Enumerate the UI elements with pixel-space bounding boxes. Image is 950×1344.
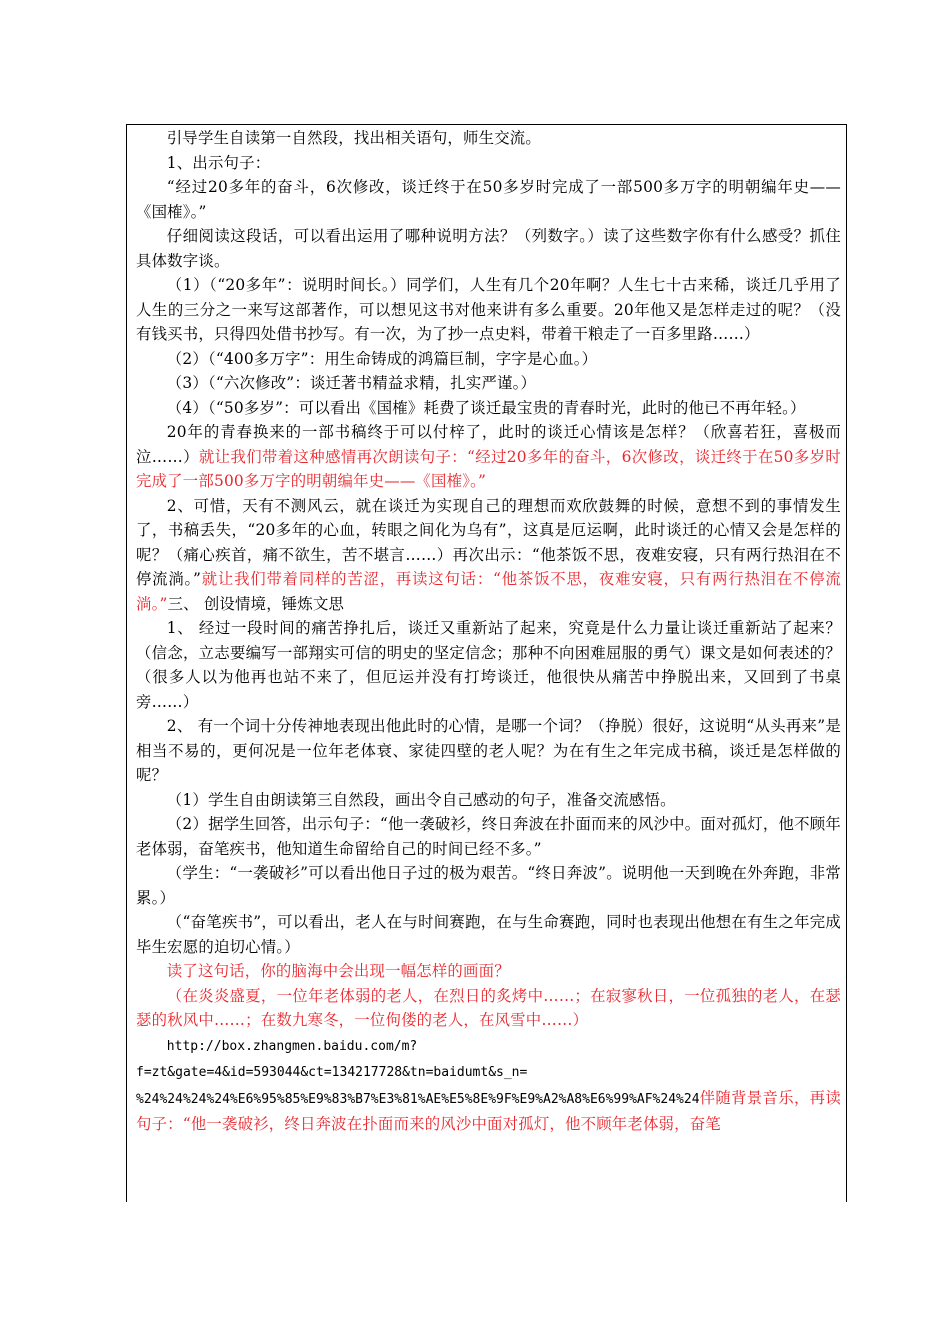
step-2-read-aloud: 就让我们带着同样的苦涩，再读这句话：“他茶饭不思，夜难安寝，只有两行热泪在不停流淌。” bbox=[136, 570, 841, 613]
emotion-read-aloud: 就让我们带着这种感情再次朗读句子：“经过20多年的奋斗，6次修改，谈迁终于在50多岁时完成了一部500多万字的明朝编年史——《国榷》。” bbox=[136, 447, 841, 490]
paragraph-point-4: （4）（“50多岁”：可以看出《国榷》耗费了谈迁最宝贵的青春时光，此时的他已不再年轻。） bbox=[166, 398, 806, 417]
paragraph-sub-1: （1）学生自由朗读第三自然段，画出令自己感动的句子，准备交流感悟。 bbox=[166, 790, 676, 809]
paragraph-step-1: 1、出示句子： bbox=[166, 153, 271, 172]
paragraph-question: 仔细阅读这段话，可以看出运用了哪种说明方法？（列数字。）读了这些数字你有什么感受？抓住具体数字谈。 bbox=[136, 227, 841, 270]
music-link-part-3[interactable]: %24%24%24%24%E6%95%85%E9%83%B7%E3%81%AE%E5%8E%9F%E9%A2%A8%E6%99%AF%24%24 bbox=[136, 1091, 700, 1107]
paragraph-point-1: （1）（“20多年”：说明时间长。）同学们，人生有几个20年啊？人生七十古来稀，谈迁几乎用了人生的三分之一来写这部著作，可以想见这书对他来讲有多么重要。20年他又是怎样走过的呢？（没有钱买书，只得四处借书抄写。有一次，为了抄一点史料，带着干粮走了一百多里路……） bbox=[136, 276, 841, 343]
url-line-3 bbox=[136, 1086, 841, 1137]
lesson-plan-text bbox=[136, 126, 841, 1137]
paragraph-background-music: 伴随背景音乐，再读句子：“他一袭破衫，终日奔波在扑面而来的风沙中面对孤灯，他不顾年老体弱，奋笔 bbox=[136, 1088, 841, 1133]
music-link-part-1[interactable]: http://box.zhangmen.baidu.com/m? bbox=[166, 1038, 418, 1054]
paragraph-emotion bbox=[136, 420, 841, 494]
quote-sentence: “经过20多年的奋斗，6次修改，谈迁终于在50多岁时完成了一部500多万字的明朝编年史——《国榷》。” bbox=[136, 178, 841, 221]
paragraph-sub-2: （2）据学生回答，出示句子：“他一袭破衫，终日奔波在扑面而来的风沙中。面对孤灯，他不顾年老体弱，奋笔疾书，他知道生命留给自己的时间已经不多。” bbox=[136, 815, 841, 858]
paragraph-section-3-2: 2、 有一个词十分传神地表现出他此时的心情，是哪一个词？（挣脱）很好，这说明“从头再来”是相当不易的，更何况是一位年老体衰、家徒四壁的老人呢？为在有生之年完成书稿，谈迁是怎样做的呢？ bbox=[136, 717, 841, 784]
paragraph-imagine-scenes: （在炎炎盛夏，一位年老体弱的老人，在烈日的炙烤中……；在寂寥秋日，一位孤独的老人，在瑟瑟的秋风中……；在数九寒冬，一位佝偻的老人，在风雪中……） bbox=[136, 986, 841, 1029]
section-3-heading: 三、 创设情境，锤炼文思 bbox=[167, 594, 345, 613]
paragraph-analysis: （“奋笔疾书”，可以看出，老人在与时间赛跑，在与生命赛跑，同时也表现出他想在有生之年完成毕生宏愿的迫切心情。） bbox=[136, 913, 841, 956]
paragraph-section-3-1: 1、 经过一段时间的痛苦挣扎后，谈迁又重新站了起来，究竟是什么力量让谈迁重新站了起来？（信念，立志要编写一部翔实可信的明史的坚定信念；那种不向困难屈服的勇气）课文是如何表述的？（很多人以为他再也站不来了，但厄运并没有打垮谈迁，他很快从痛苦中挣脱出来，又回到了书桌旁……） bbox=[136, 619, 841, 711]
url-line-2 bbox=[136, 1059, 841, 1086]
paragraph-point-3: （3）（“六次修改”：谈迁著书精益求精，扎实严谨。） bbox=[166, 374, 537, 392]
paragraph-point-2: （2）（“400多万字”：用生命铸成的鸿篇巨制，字字是心血。） bbox=[166, 349, 598, 368]
paragraph-student-answer: （学生：“一袭破衫”可以看出他日子过的极为艰苦。“终日奔波”。说明他一天到晚在外奔跑，非常累。） bbox=[136, 864, 841, 907]
paragraph-imagine-question: 读了这句话，你的脑海中会出现一幅怎样的画面？ bbox=[166, 962, 510, 980]
emotion-text: 20年的青春换来的一部书稿终于可以付梓了，此时的谈迁心情该是怎样？（欣喜若狂，喜极而泣……） bbox=[136, 423, 841, 466]
paragraph-intro: 引导学生自读第一自然段，找出相关语句，师生交流。 bbox=[166, 129, 541, 147]
paragraph-step-2 bbox=[136, 494, 841, 617]
url-line-1 bbox=[136, 1033, 841, 1060]
music-link-part-2[interactable]: f=zt&gate=4&id=593044&ct=134217728&tn=baidumt&s_n= bbox=[136, 1065, 528, 1080]
step-2-text: 2、可惜，天有不测风云，就在谈迁为实现自己的理想而欢欣鼓舞的时候，意想不到的事情发生了，书稿丢失，“20多年的心血，转眼之间化为乌有”，这真是厄运啊，此时谈迁的心情又会是怎样的呢？（痛心疾首，痛不欲生，苦不堪言……）再次出示：“他茶饭不思，夜难安寝，只有两行热泪在不停流淌。” bbox=[136, 496, 841, 588]
